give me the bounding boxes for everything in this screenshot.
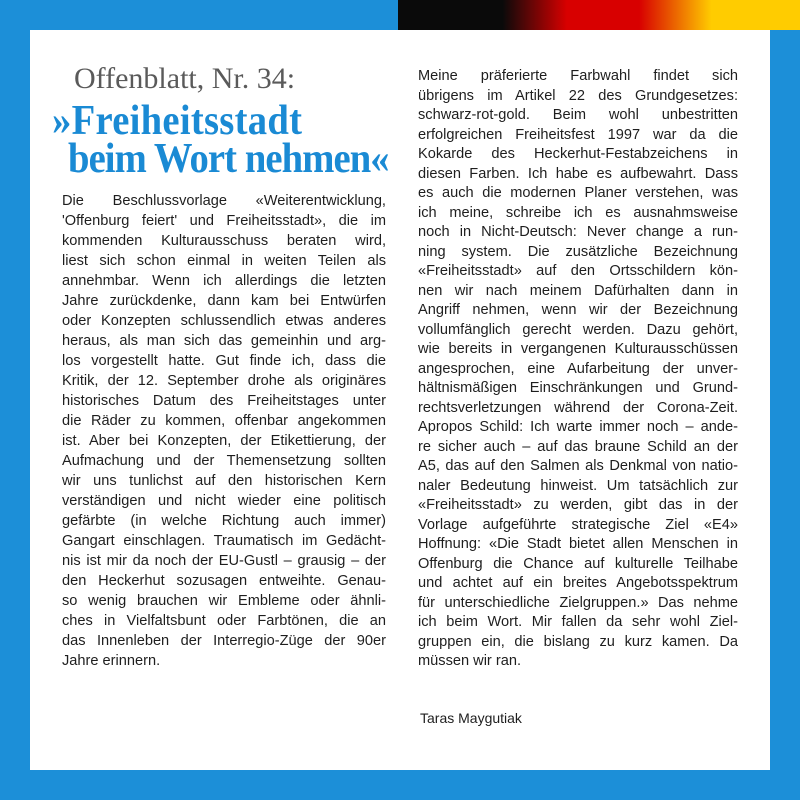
text-line: gruppen ein, die bislang zu kurz kamen. Da [418, 633, 738, 650]
text-line: nis ist mir da noch der EU-Gustl – grausig – der [62, 553, 386, 569]
text-line: annehmbar. Wenn ich allerdings die letzten [62, 273, 386, 289]
text-line: 'Offenburg feiert' und Freiheitsstadt», die im [62, 213, 386, 229]
text-line: Offenburg die Chance auf kulturelle Teilhabe [418, 555, 738, 572]
text-line: kommenden Kulturausschuss beraten wird, [62, 233, 386, 249]
text-line: den Heckerhut sozusagen entweihte. Genau- [62, 573, 386, 589]
text-line: naler Bedeutung hinweist. Um tatsächlich zur [418, 477, 738, 494]
headline-line-2: beim Wort nehmen« [68, 136, 389, 182]
text-line: erfolgreichen Freiheitsfest 1997 war da die [418, 126, 738, 143]
text-line: Vorlage aufgeführte strategische Ziel «E4» [418, 516, 738, 533]
text-line: ist. Aber bei Konzepten, der Etikettierung, der [62, 433, 386, 449]
text-line: rechtsverletzungen während der Corona-Zeit. [418, 399, 738, 416]
text-line: re sicher auch – auf das braune Schild an der [418, 438, 738, 455]
text-line: Apropos Schild: Ich warte immer noch – ande- [418, 419, 738, 435]
text-line: Hoffnung: «Die Stadt bietet allen Menschen in [418, 536, 738, 552]
text-line: für unterschiedliche Zielgruppen.» Das nehme [418, 594, 738, 611]
text-line: noch in Nicht-Deutsch: Never change a run- [418, 224, 738, 240]
text-line: Kritik, der 12. September drohe als originäres [62, 373, 386, 389]
headline-line-1: »Freiheitsstadt [52, 98, 303, 144]
column-series-label: Offenblatt, Nr. 34: [74, 62, 296, 95]
text-line: und achtet auf ein breites Angebotsspektrum [418, 575, 738, 591]
text-line: wie bereits in vergangenen Kulturausschüssen [418, 341, 738, 357]
right-text-column [418, 67, 738, 672]
text-line: wir uns tunlichst auf den historischen Kern [62, 473, 386, 489]
text-line: Jahre erinnern. [62, 653, 161, 669]
german-flag-stripe [398, 0, 800, 30]
text-line: verständigen und nicht wieder eine politisch [62, 493, 386, 509]
text-line: ches in Vielfaltsbunt oder Farbtönen, die an [62, 613, 386, 629]
text-line: schwarz-rot-gold. Beim wohl unbestritten [418, 107, 738, 123]
text-line: A5, das auf den Salmen als Denkmal von natio- [418, 458, 738, 474]
text-line: es auch die modernen Planer verstehen, was [418, 185, 738, 201]
left-text-column [62, 191, 386, 671]
text-line: Aufmachung und der Themensetzung sollten [62, 453, 386, 469]
text-line: heraus, als man sich das gemeinhin und arg- [62, 333, 386, 349]
text-line: hältnismäßigen Einschränkungen und Grund- [418, 380, 738, 396]
text-line: vollumfänglich gerecht werden. Dazu gehört, [418, 321, 738, 338]
text-line: historisches Datum des Freiheitstages unter [62, 393, 386, 409]
text-line: «Freiheitsstadt» zu werden, gibt das in der [418, 497, 738, 513]
text-line: so wenig brauchen wir Embleme oder ähnli- [62, 593, 386, 609]
text-line: Gangart einschlagen. Traumatisch im Gedächt- [62, 533, 386, 549]
text-line: diesen Farben. Ich habe es aufbewahrt. Dass [418, 165, 738, 182]
text-line: gefärbte (in welche Richtung auch immer) [62, 513, 386, 529]
text-line: übrigens im Artikel 22 des Grundgesetzes: [418, 87, 738, 104]
text-line: nen wir nach meinem Dafürhalten dann in [418, 282, 738, 299]
text-line: müssen wir ran. [418, 653, 521, 669]
text-line: die Räder zu kommen, offenbar angekommen [62, 413, 386, 429]
text-line: ning system. Die zusätzliche Bezeichnung [418, 243, 738, 260]
text-line: das Innenleben der Interregio-Züge der 90er [62, 633, 386, 649]
text-line: los vorgestellt hatte. Gut finde ich, dass die [62, 353, 386, 369]
text-line: ich meine, schreibe ich es ausnahmsweise [418, 204, 738, 221]
text-line: «Freiheitsstadt» auf den Ortsschildern kön- [418, 263, 738, 279]
text-line: oder Konzepten schlussendlich etwas anderes [62, 313, 386, 329]
text-line: Die Beschlussvorlage «Weiterentwicklung, [62, 193, 386, 209]
author-name: Taras Maygutiak [420, 710, 522, 726]
text-line: Angriff nehmen, wenn wir der Bezeichnung [418, 302, 738, 318]
text-line: Jahre zurückdenke, dann kam bei Entwürfen [62, 293, 386, 309]
text-line: ich beim Wort. Mir fallen da sehr wohl Ziel- [418, 614, 738, 630]
text-line: angesprochen, eine Aufarbeitung der unver- [418, 360, 738, 377]
text-line: Meine präferierte Farbwahl findet sich [418, 68, 738, 84]
text-line: liest sich schon einmal in weiten Teilen als [62, 253, 386, 269]
text-line: Kokarde des Heckerhut-Festabzeichens in [418, 146, 738, 162]
